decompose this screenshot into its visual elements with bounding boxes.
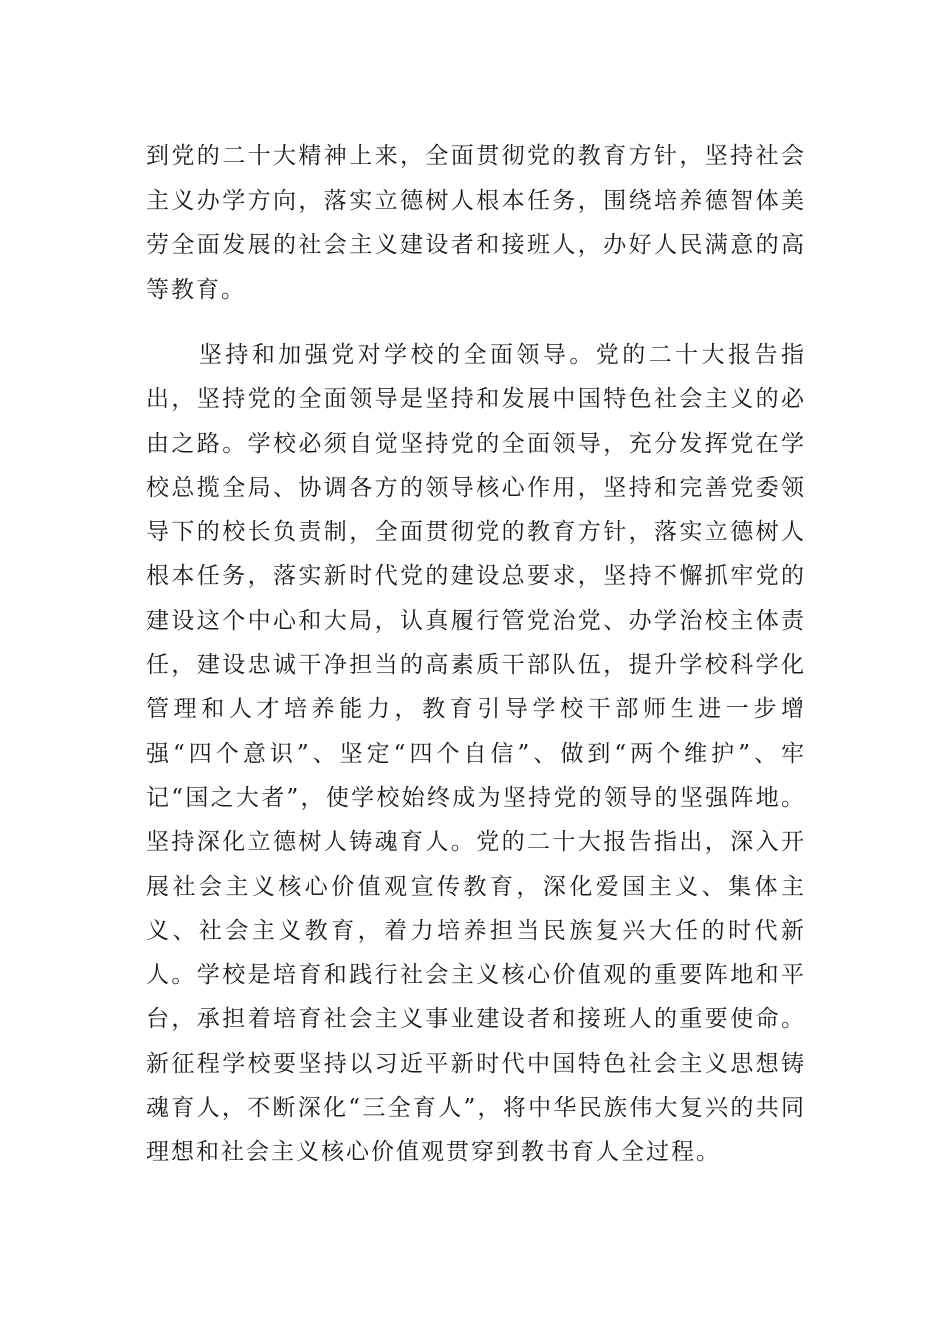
paragraph-continuation: 到党的二十大精神上来，全面贯彻党的教育方针，坚持社会主义办学方向，落实立德树人根本任务，围绕培养德智体美劳全面发展的社会主义建设者和接班人，办好人民满意的高等教育。 [146,143,806,303]
paragraph-party-leadership: 坚持和加强党对学校的全面领导。党的二十大报告指出，坚持党的全面领导是坚持和发展中国特色社会主义的必由之路。学校必须自觉坚持党的全面领导，充分发挥党在学校总揽全局、协调各方的领导核心作用，坚持和完善党委领导下的校长负责制，全面贯彻党的教育方针，落实立德树人根本任务，落实新时代党的建设总要求，坚持不懈抓牢党的建设这个中心和大局，认真履行管党治党、办学治校主体责任，建设忠诚干净担当的高素质干部队伍，提升学校科学化管理和人才培养能力，教育引导学校干部师生进一步增强“四个意识”、坚定“四个自信”、做到“两个维护”、牢记“国之大者”，使学校始终成为坚持党的领导的坚强阵地。坚持深化立德树人铸魂育人。党的二十大报告指出，深入开展社会主义核心价值观宣传教育，深化爱国主义、集体主义、社会主义教育，着力培养担当民族复兴大任的时代新人。学校是培育和践行社会主义核心价值观的重要阵地和平台，承担着培育社会主义事业建设者和接班人的重要使命。新征程学校要坚持以习近平新时代中国特色社会主义思想铸魂育人，不断深化“三全育人”，将中华民族伟大复兴的共同理想和社会主义核心价值观贯穿到教书育人全过程。 [146,342,806,1166]
